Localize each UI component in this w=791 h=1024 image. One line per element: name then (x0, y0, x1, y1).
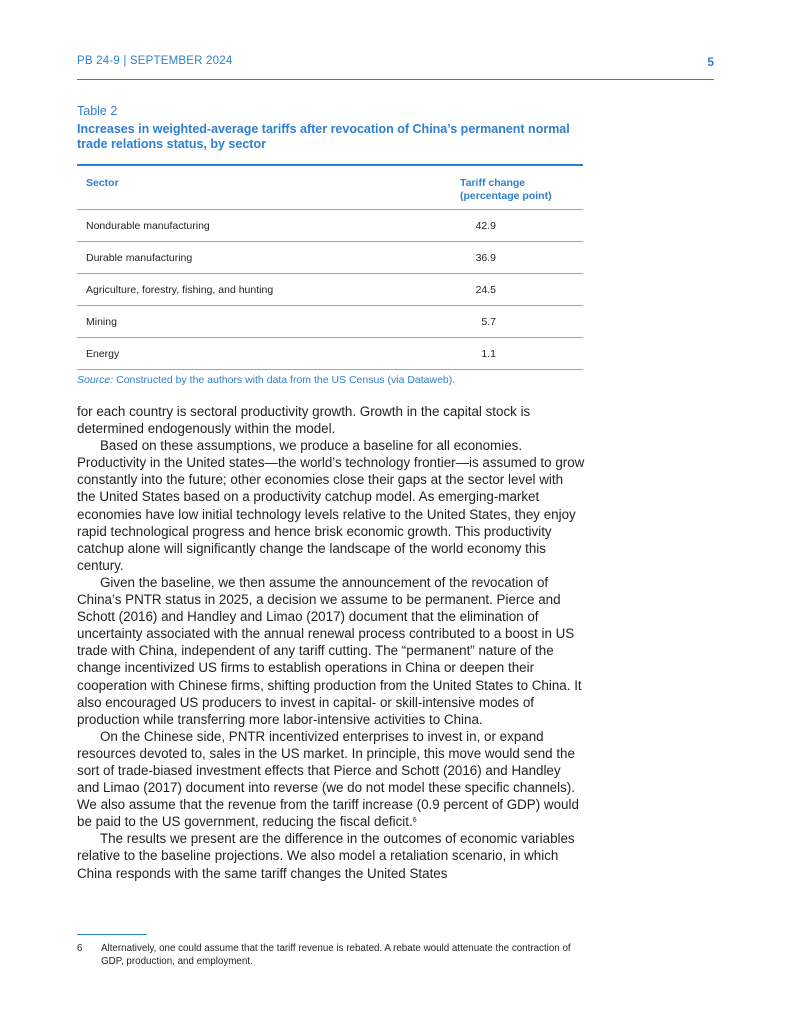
footnote-number: 6 (77, 943, 83, 954)
body-paragraph: for each country is sectoral productivity growth. Growth in the capital stock is determined endogenously within the model. (77, 404, 531, 437)
footnote (77, 943, 587, 968)
source-text: Constructed by the authors with data from the US Census (via Dataweb). (116, 374, 456, 386)
table-row (77, 210, 583, 242)
sector-cell: Energy (86, 348, 120, 360)
footnote-divider (77, 934, 147, 935)
tariff-change-cell: 1.1 (481, 348, 496, 360)
body-text (77, 403, 585, 882)
sector-cell: Nondurable manufacturing (86, 220, 210, 232)
table-row (77, 274, 583, 306)
body-paragraph (77, 728, 585, 831)
tariff-change-cell: 24.5 (475, 284, 496, 296)
body-paragraph: The results we present are the difference in the outcomes of economic variables relative to the baseline projections. We also model a retaliation scenario, in which China responds with the same tariff changes the United States (77, 831, 575, 881)
body-paragraph: Given the baseline, we then assume the announcement of the revocation of China’s PNTR status in 2025, a decision we assume to be permanent. Pierce and Schott (2016) and Handley and Limao (2017) document that the elimination of uncertainty associated with the annual renewal process contributed to a boost in US trade with China, independent of any tariff cutting. The “permanent” nature of the change incentivized US firms to establish operations in China or deepen their cooperation with Chinese firms, shifting production from the United States to China. It also encouraged US producers to invest in capital- or skill-intensive modes of production while transferring more labor-intensive activities to China. (77, 574, 582, 727)
tariff-change-cell: 36.9 (475, 252, 496, 264)
tariff-table (77, 164, 583, 370)
table-source-note (77, 374, 455, 386)
table-header-row (77, 166, 583, 210)
sector-cell: Agriculture, forestry, fishing, and hunting (86, 284, 274, 296)
footnote-reference[interactable]: 6 (412, 817, 417, 825)
publication-info: PB 24-9 | SEPTEMBER 2024 (77, 55, 233, 67)
table-title: Increases in weighted-average tariffs after revocation of China’s permanent normal trade relations status, by sector (77, 122, 570, 151)
page-header (77, 55, 714, 80)
column-header-tariff-change: Tariff change (percentage point) (460, 177, 552, 202)
page-number: 5 (707, 55, 714, 69)
source-label: Source: (77, 374, 114, 386)
paragraph-text: On the Chinese side, PNTR incentivized enterprises to invest in, or expand resources devoted to, sales in the US market. In principle, this move would send the sort of trade-biased investment effects that Pierce and Schott (2016) and Handley and Limao (2017) document into reverse (we do not model these specific channels). We also assume that the revenue from the tariff increase (0.9 percent of GDP) would be paid to the US government, reducing the fiscal deficit. (77, 728, 579, 830)
tariff-change-cell: 5.7 (481, 316, 496, 328)
table-row (77, 306, 583, 338)
column-header-sector: Sector (86, 177, 119, 189)
sector-cell: Mining (86, 316, 117, 328)
table-row (77, 242, 583, 274)
table-row (77, 338, 583, 370)
footnote-text: Alternatively, one could assume that the tariff revenue is rebated. A rebate would attenuate the contraction of GDP, production, and employment. (101, 943, 571, 967)
table-label: Table 2 (77, 104, 118, 118)
sector-cell: Durable manufacturing (86, 252, 193, 264)
tariff-change-cell: 42.9 (475, 220, 496, 232)
body-paragraph: Based on these assumptions, we produce a baseline for all economies. Productivity in the United states—the world’s technology frontier—is assumed to grow constantly into the future; other economies close their gaps at the sector level with the United States based on a productivity catchup model. As emerging-market economies have low initial technology levels relative to the United States, they enjoy rapid technological progress and hence brisk economic growth. This productivity catchup alone will significantly change the landscape of the world economy this century. (77, 438, 585, 573)
